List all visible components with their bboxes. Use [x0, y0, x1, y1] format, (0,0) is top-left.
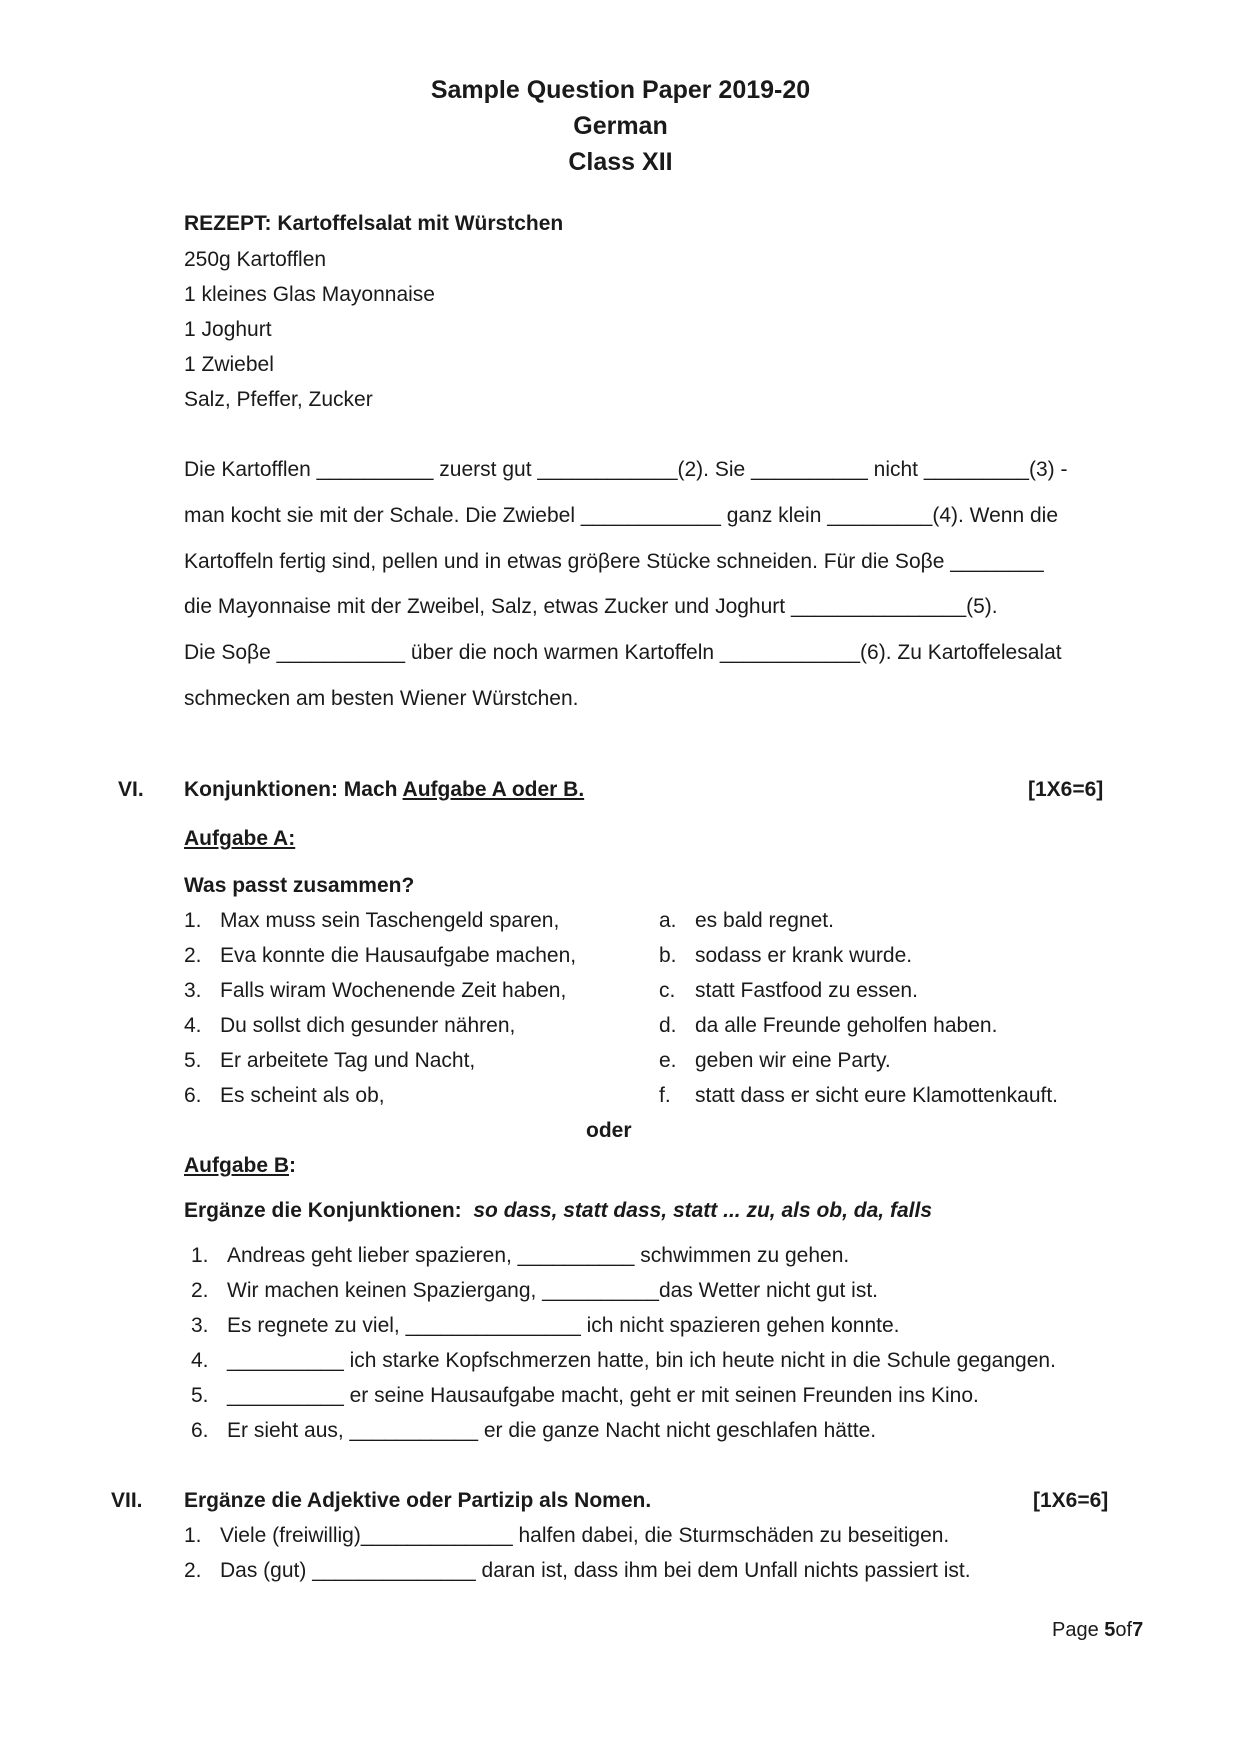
section-6-marks: [1X6=6] [1028, 778, 1104, 801]
oder-separator: oder [586, 1119, 632, 1142]
adjective-item: 1. Viele (freiwillig)_____________ halfen dabei, die Sturmschäden zu beseitigen. [184, 1524, 950, 1547]
fill-blank-item: 4. __________ ich starke Kopfschmerzen hatte, bin ich heute nicht in die Schule gegangen. [191, 1349, 1056, 1372]
match-left-item: 4. Du sollst dich gesunder nähren, [184, 1014, 516, 1037]
ingredient-item: 1 kleines Glas Mayonnaise [184, 283, 435, 306]
recipe-paragraph-line: Kartoffeln fertig sind, pellen und in etwas gröβere Stücke schneiden. Für die Soβe ________ [184, 550, 1044, 573]
match-right-item: b. sodass er krank wurde. [659, 944, 913, 967]
section-6-title-underlined: Aufgabe A oder B. [402, 778, 585, 801]
recipe-paragraph-line: Die Kartofflen __________ zuerst gut ____________(2). Sie __________ nicht _________(3) - [184, 458, 1068, 481]
aufgabe-b-instruction: Ergänze die Konjunktionen: so dass, statt dass, statt ... zu, als ob, da, falls [184, 1199, 932, 1222]
aufgabe-b-heading: Aufgabe B: [184, 1154, 296, 1177]
fill-blank-item: 6. Er sieht aus, ___________ er die ganze Nacht nicht geschlafen hätte. [191, 1419, 877, 1442]
recipe-title: REZEPT: Kartoffelsalat mit Würstchen [184, 212, 564, 235]
recipe-paragraph-line: die Mayonnaise mit der Zweibel, Salz, etwas Zucker und Joghurt _______________(5). [184, 595, 998, 618]
fill-blank-item: 3. Es regnete zu viel, _______________ ich nicht spazieren gehen konnte. [191, 1314, 900, 1337]
ingredient-item: 1 Zwiebel [184, 353, 274, 376]
page-number: Page 5of7 [1052, 1619, 1144, 1641]
match-right-item: e. geben wir eine Party. [659, 1049, 891, 1072]
paper-title: Sample Question Paper 2019-20 [430, 76, 811, 104]
conjunction-options: so dass, statt dass, statt ... zu, als ob, da, falls [473, 1199, 932, 1222]
section-6-numeral: VI. [118, 778, 144, 801]
match-right-item: f. statt dass er sicht eure Klamottenkauft. [659, 1084, 1059, 1107]
ingredient-item: Salz, Pfeffer, Zucker [184, 388, 373, 411]
subject-title: German [573, 112, 668, 140]
recipe-paragraph-line: schmecken am besten Wiener Würstchen. [184, 687, 579, 710]
fill-blank-item: 5. __________ er seine Hausaufgabe macht, geht er mit seinen Freunden ins Kino. [191, 1384, 979, 1407]
recipe-paragraph-line: Die Soβe ___________ über die noch warmen Kartoffeln ____________(6). Zu Kartoffelesalat [184, 641, 1062, 664]
recipe-paragraph-line: man kocht sie mit der Schale. Die Zwiebel ____________ ganz klein _________(4). Wenn die [184, 504, 1058, 527]
class-title: Class XII [568, 148, 673, 176]
match-left-item: 3. Falls wiram Wochenende Zeit haben, [184, 979, 567, 1002]
fill-blank-item: 1. Andreas geht lieber spazieren, __________ schwimmen zu gehen. [191, 1244, 850, 1267]
match-left-item: 5. Er arbeitete Tag und Nacht, [184, 1049, 476, 1072]
ingredient-item: 250g Kartofflen [184, 248, 327, 271]
match-left-item: 1. Max muss sein Taschengeld sparen, [184, 909, 560, 932]
match-right-item: d. da alle Freunde geholfen haben. [659, 1014, 998, 1037]
ingredient-item: 1 Joghurt [184, 318, 272, 341]
section-7-numeral: VII. [111, 1489, 143, 1512]
aufgabe-a-heading: Aufgabe A: [184, 827, 296, 850]
section-7-title: Ergänze die Adjektive oder Partizip als Nomen. [184, 1489, 652, 1512]
adjective-item: 2. Das (gut) ______________ daran ist, dass ihm bei dem Unfall nichts passiert ist. [184, 1559, 971, 1582]
section-6-title: Konjunktionen: Mach Aufgabe A oder B. [184, 778, 585, 801]
section-7-marks: [1X6=6] [1033, 1489, 1109, 1512]
match-left-item: 6. Es scheint als ob, [184, 1084, 385, 1107]
aufgabe-a-subheading: Was passt zusammen? [184, 874, 415, 897]
match-right-item: a. es bald regnet. [659, 909, 834, 932]
match-left-item: 2. Eva konnte die Hausaufgabe machen, [184, 944, 577, 967]
match-right-item: c. statt Fastfood zu essen. [659, 979, 918, 1002]
fill-blank-item: 2. Wir machen keinen Spaziergang, __________das Wetter nicht gut ist. [191, 1279, 878, 1302]
